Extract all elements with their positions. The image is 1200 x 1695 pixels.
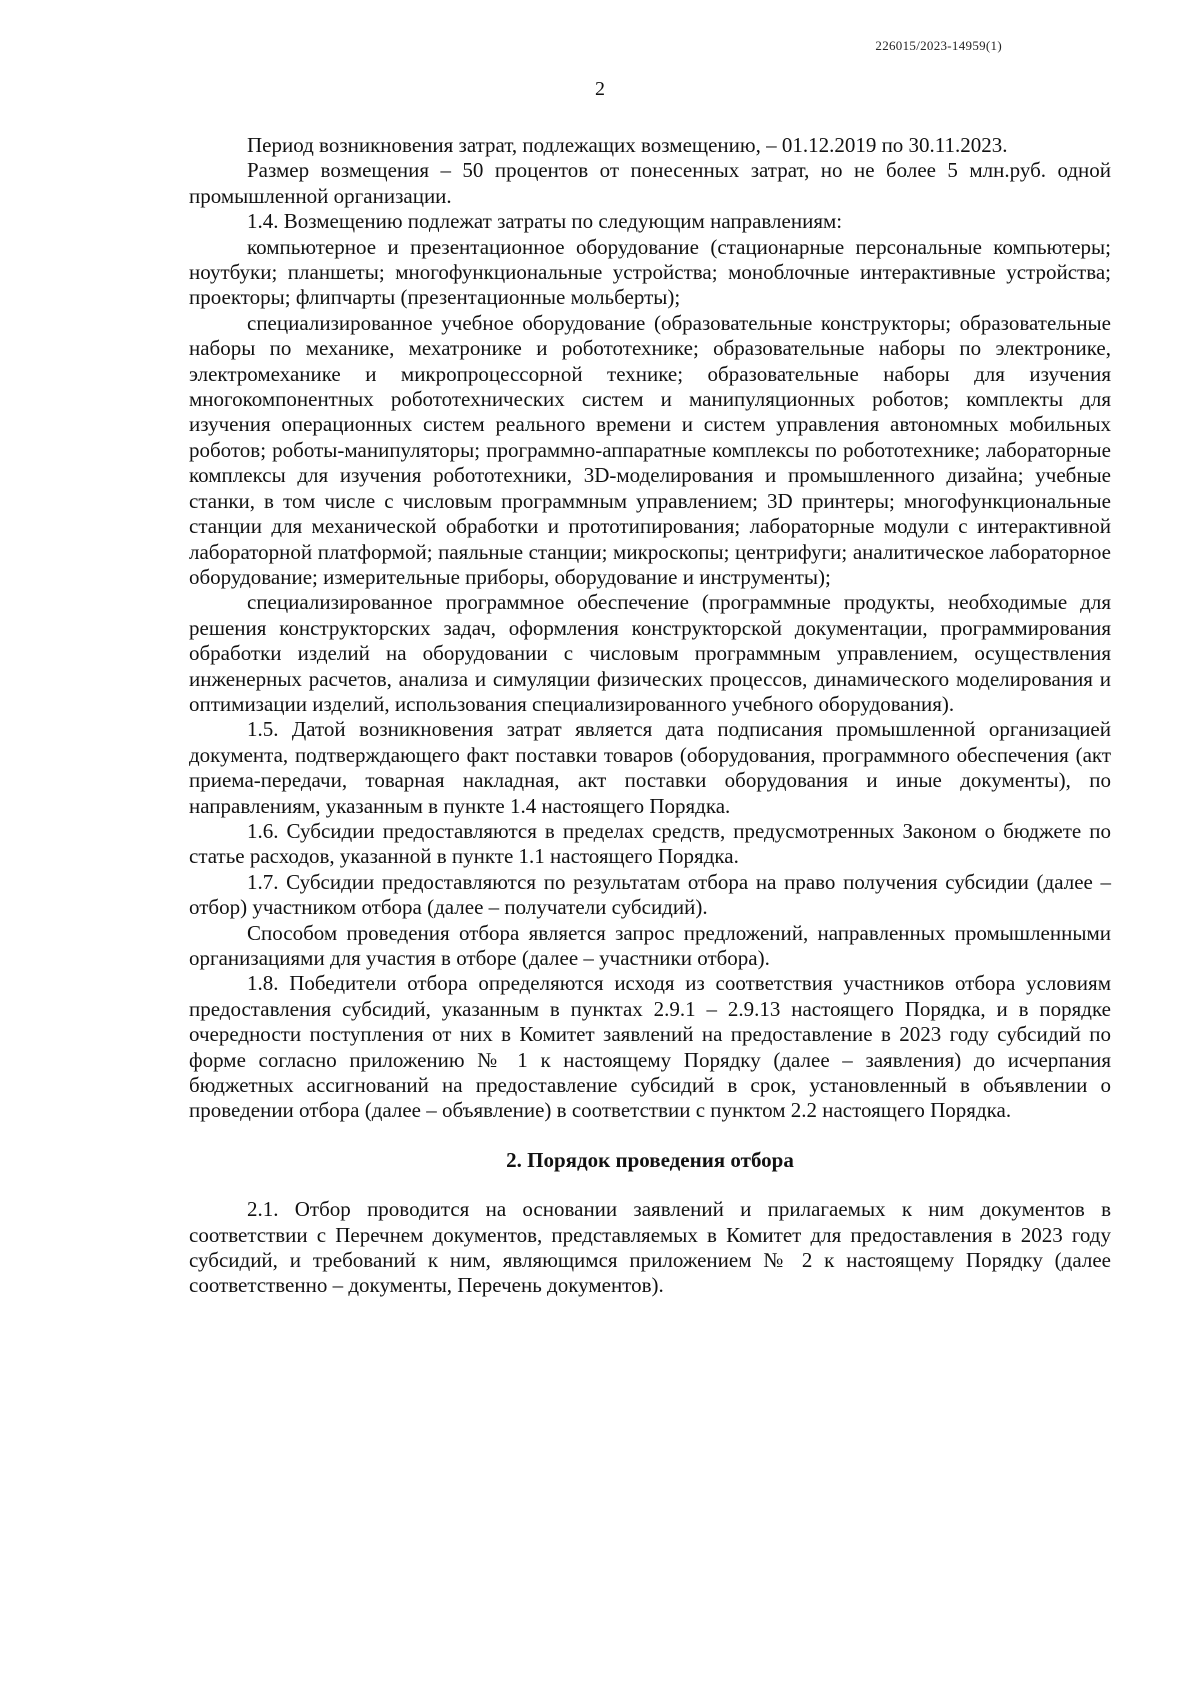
paragraph-1-4: 1.4. Возмещению подлежат затраты по следующим направлениям: bbox=[247, 209, 843, 234]
paragraph-selection-method: Способом проведения отбора является запрос предложений, направленных промышленными организациями для участия в отборе (далее – участники отбора). bbox=[189, 920, 1111, 970]
paragraph-reimbursement-amount: Размер возмещения – 50 процентов от понесенных затрат, но не более 5 млн.руб. одной промышленной организации. bbox=[189, 158, 1111, 208]
paragraph-1-5: 1.5. Датой возникновения затрат является дата подписания промышленной организацией документа, подтверждающего факт поставки товаров (оборудования, программного обеспечения (акт приема-передачи, товарная накладная, акт поставки оборудования и иные документы), по направлениям, указанным в пункте 1.4 настоящего Порядка. bbox=[189, 717, 1111, 818]
paragraph-2-1: 2.1. Отбор проводится на основании заявлений и прилагаемых к ним документов в соответствии с Перечнем документов, представляемых в Комитет для предоставления в 2023 году субсидий, и требований к ним, являющимся приложением № 2 к настоящему Порядку (далее соответственно – документы, Перечень документов). bbox=[189, 1197, 1111, 1298]
paragraph-1-6: 1.6. Субсидии предоставляются в пределах средств, предусмотренных Законом о бюджете по статье расходов, указанной в пункте 1.1 настоящего Порядка. bbox=[189, 818, 1111, 869]
page-number: 2 bbox=[595, 78, 605, 100]
paragraph-1-7: 1.7. Субсидии предоставляются по результатам отбора на право получения субсидии (далее – отбор) участником отбора (далее – получатели субсидий). bbox=[189, 869, 1111, 920]
paragraph-training-equipment: специализированное учебное оборудование (образовательные конструкторы; образовательные наборы по механике, мехатронике и робототехнике; образовательные наборы по электронике, электромеханике и микропроцессорной технике; образовательные наборы для изучения многокомпонентных робототехнических систем и манипуляционных роботов; комплекты для изучения операционных систем реального времени и систем управления автономных мобильных роботов; роботы-манипуляторы; программно-аппаратные комплексы по робототехнике; лабораторные комплексы для изучения робототехники, 3D-моделирования и промышленного дизайна; учебные станки, в том числе с числовым программным управлением; 3D принтеры; многофункциональные станции для механической обработки и прототипирования; лабораторные модули с интерактивной лабораторной платформой; паяльные станции; микроскопы; центрифуги; аналитическое лабораторное оборудование; измерительные приборы, оборудование и инструменты); bbox=[189, 310, 1111, 589]
paragraph-1-8: 1.8. Победители отбора определяются исходя из соответствия участников отбора условиям предоставления субсидий, указанным в пунктах 2.9.1 – 2.9.13 настоящего Порядка, и в порядке очередности поступления от них в Комитет заявлений на предоставление в 2023 году субсидий по форме согласно приложению № 1 к настоящему Порядку (далее – заявления) до исчерпания бюджетных ассигнований на предоставление субсидий в срок, установленный в объявлении о проведении отбора (далее – объявление) в соответствии с пунктом 2.2 настоящего Порядка. bbox=[189, 971, 1111, 1123]
paragraph-cost-period: Период возникновения затрат, подлежащих возмещению, – 01.12.2019 по 30.11.2023. bbox=[247, 133, 1008, 157]
document-body bbox=[189, 133, 1111, 1299]
paragraph-software: специализированное программное обеспечение (программные продукты, необходимые для решения конструкторских задач, оформления конструкторской документации, программирования обработки изделий на оборудовании с числовым программным управлением, осуществления инженерных расчетов, анализа и симуляции физических процессов, динамического моделирования и оптимизации изделий, использования специализированного учебного оборудования). bbox=[189, 590, 1111, 716]
document-registration-code: 226015/2023-14959(1) bbox=[875, 38, 1002, 53]
section-heading: 2. Порядок проведения отбора bbox=[506, 1147, 794, 1172]
paragraph-computer-equipment: компьютерное и презентационное оборудование (стационарные персональные компьютеры; ноутбуки; планшеты; многофункциональные устройства; моноблочные интерактивные устройства; проекторы; флипчарты (презентационные мольберты); bbox=[189, 234, 1111, 310]
